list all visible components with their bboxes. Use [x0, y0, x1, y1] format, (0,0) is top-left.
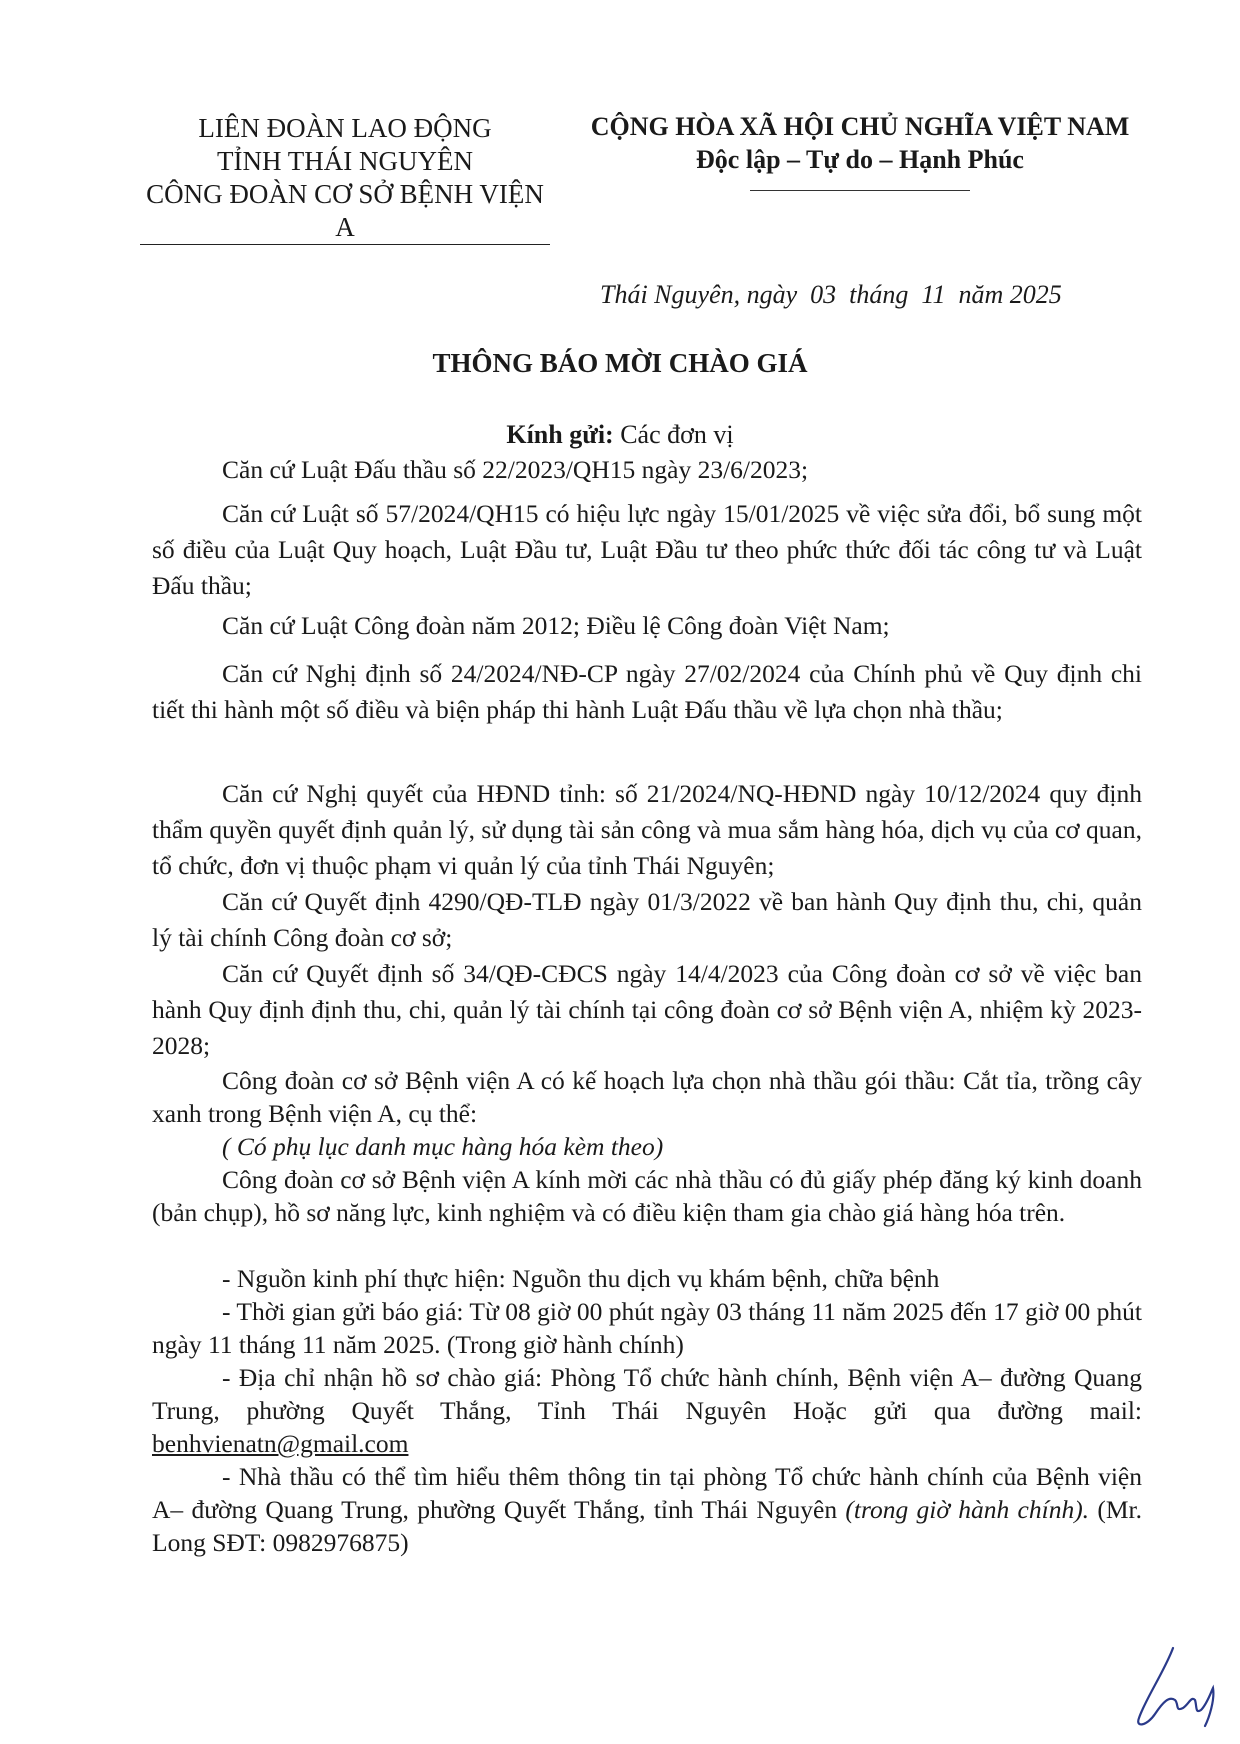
paragraph-8: Công đoàn cơ sở Bệnh viện A có kế hoạch lựa chọn nhà thầu gói thầu: Cắt tỉa, trồng cây xanh trong Bệnh viện A, cụ thể:: [152, 1066, 1142, 1128]
org-line-3: CÔNG ĐOÀN CƠ SỞ BỆNH VIỆN A: [140, 178, 550, 245]
contact-hours: (trong giờ hành chính).: [845, 1495, 1090, 1524]
paragraph-3: Căn cứ Luật Công đoàn năm 2012; Điều lệ Công đoàn Việt Nam;: [222, 611, 890, 640]
paragraph-4: Căn cứ Nghị định số 24/2024/NĐ-CP ngày 27/02/2024 của Chính phủ về Quy định chi tiết thi hành một số điều và biện pháp thi hành Luật Đấu thầu về lựa chọn nhà thầu;: [152, 659, 1142, 724]
greeting-label: Kính gửi:: [506, 420, 614, 449]
submission-address-text: - Địa chỉ nhận hồ sơ chào giá: Phòng Tổ chức hành chính, Bệnh viện A– đường Quang Trung, phường Quyết Thắng, Tỉnh Thái Nguyên Hoặc gửi qua đường mail:: [152, 1363, 1142, 1425]
paragraph-1: Căn cứ Luật Đấu thầu số 22/2023/QH15 ngày 23/6/2023;: [222, 455, 809, 484]
paragraph-9: ( Có phụ lục danh mục hàng hóa kèm theo): [222, 1132, 664, 1161]
date-line: Thái Nguyên, ngày 03 tháng 11 năm 2025: [600, 280, 1062, 309]
motto-underline: [750, 190, 970, 191]
paragraph-5: Căn cứ Nghị quyết của HĐND tỉnh: số 21/2024/NQ-HĐND ngày 10/12/2024 quy định thẩm quyền quyết định quản lý, sử dụng tài sản công và mua sắm hàng hóa, dịch vụ của cơ quan, tổ chức, đơn vị thuộc phạm vi quản lý của tỉnh Thái Nguyên;: [152, 779, 1142, 880]
contact-info-text: - Nhà thầu có thể tìm hiểu thêm thông tin tại phòng Tổ chức hành chính của Bệnh viện A– đường Quang Trung, phường Quyết Thắng, tỉnh Thái Nguyên: [152, 1462, 1142, 1524]
paragraph-10: Công đoàn cơ sở Bệnh viện A kính mời các nhà thầu có đủ giấy phép đăng ký kinh doanh (bản chụp), hồ sơ năng lực, kinh nghiệm và có điều kiện tham gia chào giá hàng hóa trên.: [152, 1165, 1142, 1227]
handwritten-signature: [1125, 1640, 1225, 1730]
national-title: CỘNG HÒA XÃ HỘI CHỦ NGHĨA VIỆT NAM: [590, 112, 1130, 141]
paragraph-7: Căn cứ Quyết định số 34/QĐ-CĐCS ngày 14/4/2023 của Công đoàn cơ sở về việc ban hành Quy định định thu, chi, quản lý tài chính tại công đoàn cơ sở Bệnh viện A, nhiệm kỳ 2023-2028;: [152, 959, 1142, 1060]
paragraph-6: Căn cứ Quyết định 4290/QĐ-TLĐ ngày 01/3/2022 về ban hành Quy định thu, chi, quản lý tài chính Công đoàn cơ sở;: [152, 887, 1142, 952]
contact-info: [152, 1460, 1142, 1559]
submission-address: [152, 1361, 1142, 1460]
submission-time: - Thời gian gửi báo giá: Từ 08 giờ 00 phút ngày 03 tháng 11 năm 2025 đến 17 giờ 00 phút ngày 11 tháng 11 năm 2025. (Trong giờ hành chính): [152, 1297, 1142, 1359]
document-title: THÔNG BÁO MỜI CHÀO GIÁ: [432, 348, 808, 378]
national-header: [560, 110, 1160, 191]
org-line-2: TỈNH THÁI NGUYÊN: [217, 146, 473, 176]
email-link[interactable]: benhvienatn@gmail.com: [152, 1429, 409, 1458]
paragraph-2: Căn cứ Luật số 57/2024/QH15 có hiệu lực ngày 15/01/2025 về việc sửa đổi, bổ sung một số điều của Luật Quy hoạch, Luật Đầu tư, Luật Đầu tư theo phức thức đối tác công tư và Luật Đấu thầu;: [152, 499, 1142, 600]
contact-phone: (Mr. Long SĐT: 0982976875): [152, 1495, 1142, 1557]
greeting: [0, 420, 1240, 450]
greeting-value: Các đơn vị: [613, 420, 734, 449]
org-line-1: LIÊN ĐOÀN LAO ĐỘNG: [198, 113, 492, 143]
org-header: [140, 112, 550, 245]
funding-source: - Nguồn kinh phí thực hiện: Nguồn thu dịch vụ khám bệnh, chữa bệnh: [222, 1264, 940, 1293]
national-motto: Độc lập – Tự do – Hạnh Phúc: [696, 145, 1024, 174]
